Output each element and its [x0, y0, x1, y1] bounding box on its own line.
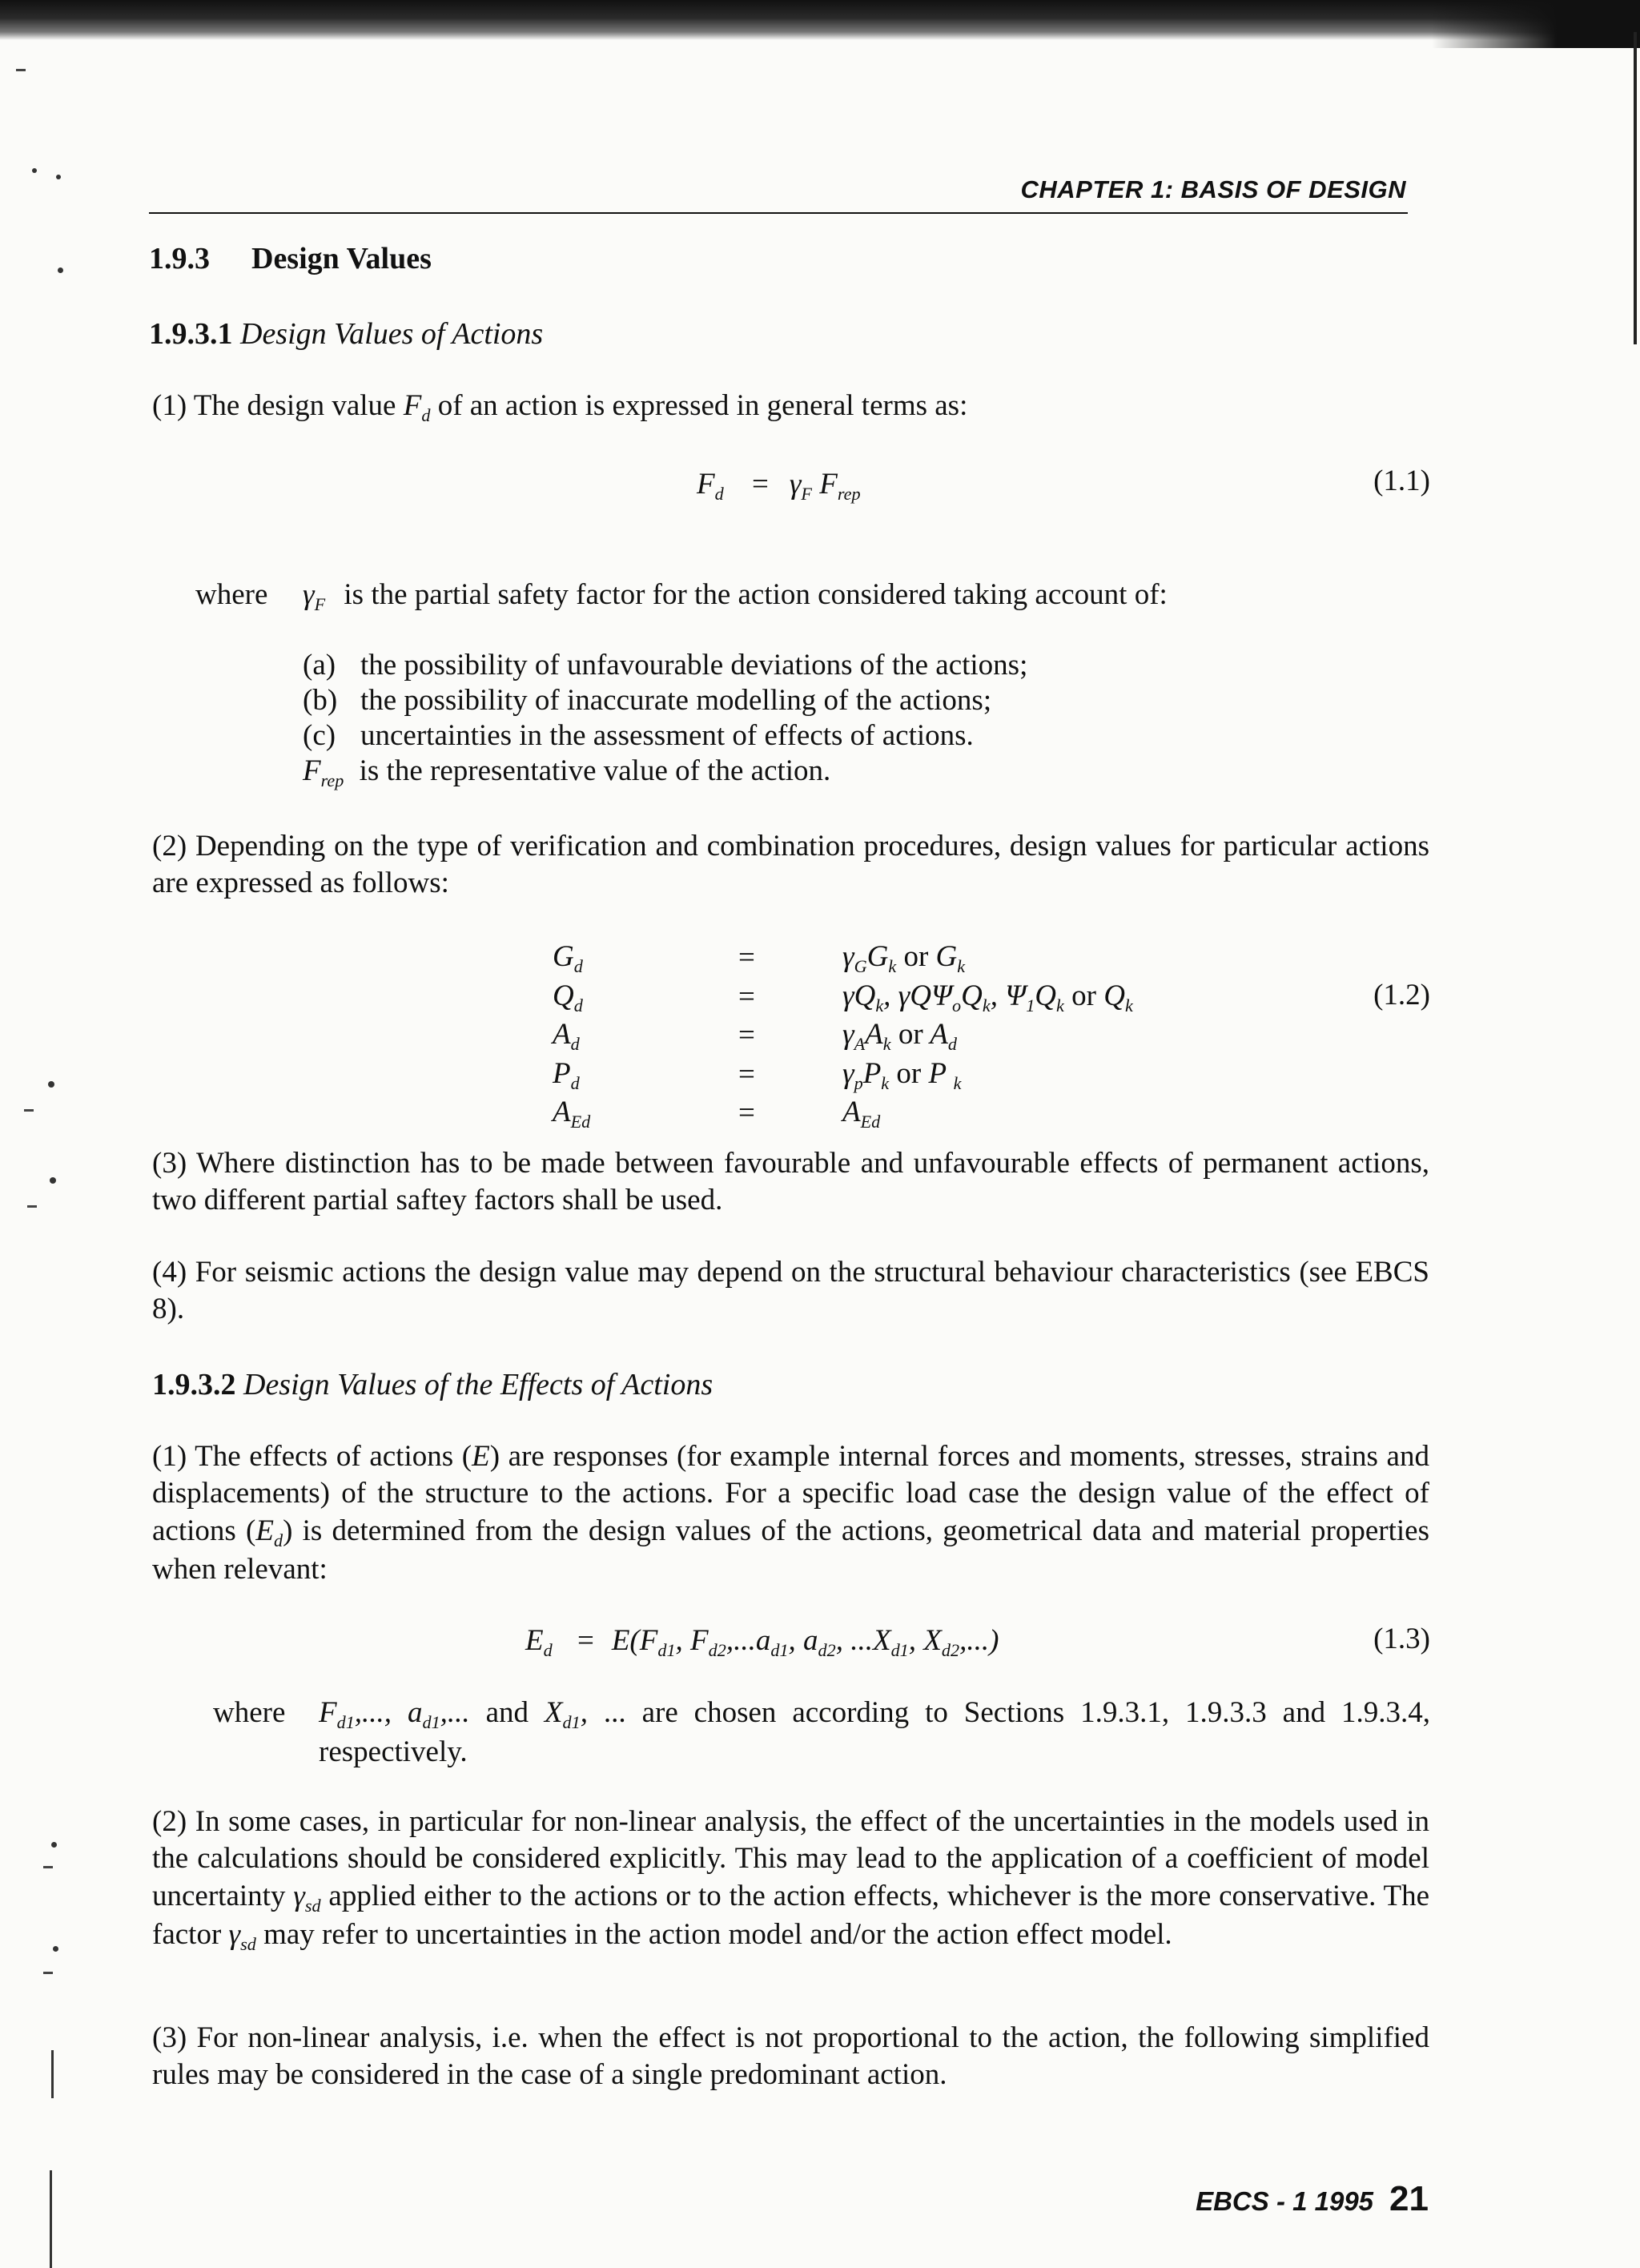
subsection-number: 1.9.3.2	[152, 1368, 236, 1401]
running-header: CHAPTER 1: BASIS OF DESIGN	[1020, 175, 1406, 203]
subscript: F	[314, 593, 326, 614]
text: (1) The effects of actions (	[152, 1440, 472, 1473]
margin-mark	[24, 1109, 34, 1112]
paragraph-2: (2) Depending on the type of verification and combination procedures, design values for particular actions are expressed as follows:	[152, 830, 1429, 900]
section-number: 1.9.3	[149, 242, 210, 275]
subscript: F	[801, 483, 812, 504]
eq-operator: =	[738, 979, 755, 1013]
list-label: (b)	[303, 684, 338, 717]
subscript: d	[543, 1639, 553, 1660]
margin-mark	[43, 1972, 53, 1974]
footer-code: EBCS - 1 1995	[1196, 2186, 1374, 2216]
list-text: the possibility of unfavourable deviations of the actions;	[360, 649, 1028, 682]
list-item	[303, 718, 974, 754]
symbol: γ	[303, 578, 315, 611]
frep-definition	[303, 753, 830, 792]
paragraph-3: (3) Where distinction has to be made between favourable and unfavourable effects of permanent actions, two different partial saftey factors shall be used.	[152, 1147, 1429, 1217]
equation-row	[553, 1094, 1133, 1133]
equation-row	[553, 939, 1133, 978]
subscript: rep	[320, 770, 344, 790]
equation-1-2	[553, 939, 1133, 1133]
subscript: d	[273, 1530, 283, 1550]
equation-1-3	[525, 1623, 999, 1662]
text: of an action is expressed in general terms as:	[430, 389, 968, 422]
text: (1) The design value	[152, 389, 404, 422]
where-text: $F_{d1}$,..., $a_{d1}$,... and $X_{d1}$, ... are chosen according to Sections 1.9.3.1, 1.9.3.3 and 1.9.3.4, respectively.	[319, 1696, 1431, 1768]
eq-rhs: $\gamma_pP_k$ or P $_k$	[842, 1056, 962, 1093]
equation-row	[553, 1056, 1133, 1095]
where-word: where	[213, 1696, 286, 1729]
subscript: rep	[837, 483, 861, 504]
page-number: 21	[1389, 2179, 1429, 2218]
text: ) is determined from the design values of the actions, geometrical data and material properties when relevant:	[152, 1514, 1430, 1586]
paragraph-6: (2) In some cases, in particular for non-linear analysis, the effect of the uncertainties in the models used in the calculations should be considered explicitly. This may lead to the application of a coefficient of model uncertainty $\gamma_{sd}$ applied either to the actions or to the action effects, whichever is the more conservative. The factor $\gamma_{sd}$ may refer to uncertainties in the action model and/or the action effect model.	[152, 1805, 1429, 1954]
where-word: where	[195, 578, 268, 611]
section-title: Design Values	[251, 242, 432, 275]
eq-rhs: $\gamma Q_k$, $\gamma Q\Psi_oQ_k$, $\Psi_1Q_k$ or $Q_k$	[842, 979, 1133, 1015]
margin-mark	[51, 2050, 54, 2098]
margin-mark	[50, 2170, 52, 2268]
scan-top-edge	[0, 0, 1640, 40]
text: ) are responses (for example internal forces and moments, stresses, strains and displacements) of the structure to the actions. For a specific load case the design value of the effect of actions (	[152, 1440, 1429, 1547]
margin-mark	[32, 168, 37, 173]
symbol: F	[403, 389, 422, 422]
margin-mark	[48, 1081, 54, 1088]
equation-1-1	[697, 466, 861, 505]
paragraph-1	[152, 388, 1429, 427]
eq-operator: =	[738, 941, 755, 975]
text: is the representative value of the action.	[359, 754, 831, 787]
eq-lhs: E	[525, 1624, 544, 1657]
eq-operator: =	[738, 1096, 755, 1130]
paragraph-4: (4) For seismic actions the design value may depend on the structural behaviour characteristics (see EBCS 8).	[152, 1256, 1429, 1326]
eq-rhs: $\gamma_AA_k$ or $A_d$	[842, 1018, 957, 1054]
subsection-title: Design Values of Actions	[240, 317, 544, 351]
eq-lhs: $Q_d$	[553, 979, 583, 1015]
eq-lhs: $G_d$	[553, 940, 583, 976]
subsection-heading-2	[152, 1366, 713, 1405]
equation-row	[553, 978, 1133, 1017]
margin-mark	[16, 69, 26, 71]
margin-mark	[50, 1177, 56, 1184]
section-heading	[149, 240, 432, 279]
margin-mark	[53, 1946, 58, 1952]
symbol: E	[255, 1514, 274, 1547]
text: is the partial safety factor for the action considered taking account of:	[344, 578, 1168, 611]
equation-number: (1.3)	[1373, 1623, 1430, 1655]
subsection-heading-1	[149, 316, 543, 354]
where-clause-2	[213, 1695, 1430, 1771]
paragraph-7: (3) For non-linear analysis, i.e. when the effect is not proportional to the action, the following simplified rules may be considered in the case of a single predominant action.	[152, 2021, 1429, 2092]
eq-lhs: $A_d$	[553, 1018, 580, 1054]
eq-lhs: $P_d$	[553, 1056, 580, 1093]
symbol: E	[472, 1440, 490, 1473]
eq-operator: =	[738, 1057, 755, 1091]
eq-lhs: $A_{Ed}$	[553, 1096, 591, 1132]
paragraph-5	[152, 1438, 1429, 1588]
list-text: the possibility of inaccurate modelling of the actions;	[360, 684, 992, 717]
subscript: d	[714, 483, 724, 504]
header-rule	[149, 212, 1408, 214]
subscript: d	[421, 404, 431, 425]
eq-rhs: $E(F_{d1}$, $F_{d2},...a_{d1}$, $a_{d2}$, $...X_{d1}$, $X_{d2}$,...)	[611, 1624, 999, 1660]
subsection-number: 1.9.3.1	[149, 317, 233, 351]
eq-operator: =	[738, 1019, 755, 1052]
equation-row	[553, 1016, 1133, 1056]
margin-mark	[56, 175, 61, 179]
list-item	[303, 682, 991, 719]
equation-number: (1.2)	[1373, 979, 1430, 1011]
eq-rhs: $A_{Ed}$	[842, 1096, 881, 1132]
margin-mark	[51, 1842, 57, 1848]
equation-number: (1.1)	[1373, 464, 1430, 497]
eq-symbol: γ	[789, 468, 802, 501]
eq-lhs: F	[697, 468, 715, 501]
list-label: (c)	[303, 719, 336, 752]
eq-operator: =	[577, 1624, 594, 1657]
eq-rhs: $\gamma_GG_k$ or $G_k$	[842, 940, 966, 976]
page-footer	[1196, 2177, 1429, 2221]
margin-mark	[58, 267, 63, 273]
list-label: (a)	[303, 649, 336, 682]
symbol: F	[303, 754, 321, 787]
subsection-title: Design Values of the Effects of Actions	[243, 1368, 713, 1401]
list-item	[303, 647, 1027, 684]
scan-right-edge	[1634, 32, 1637, 344]
margin-mark	[43, 1866, 53, 1868]
where-clause-1	[195, 577, 1168, 616]
eq-rhs: F	[811, 468, 838, 501]
margin-mark	[27, 1205, 37, 1208]
list-text: uncertainties in the assessment of effects of actions.	[360, 719, 974, 752]
eq-operator: =	[751, 468, 769, 501]
